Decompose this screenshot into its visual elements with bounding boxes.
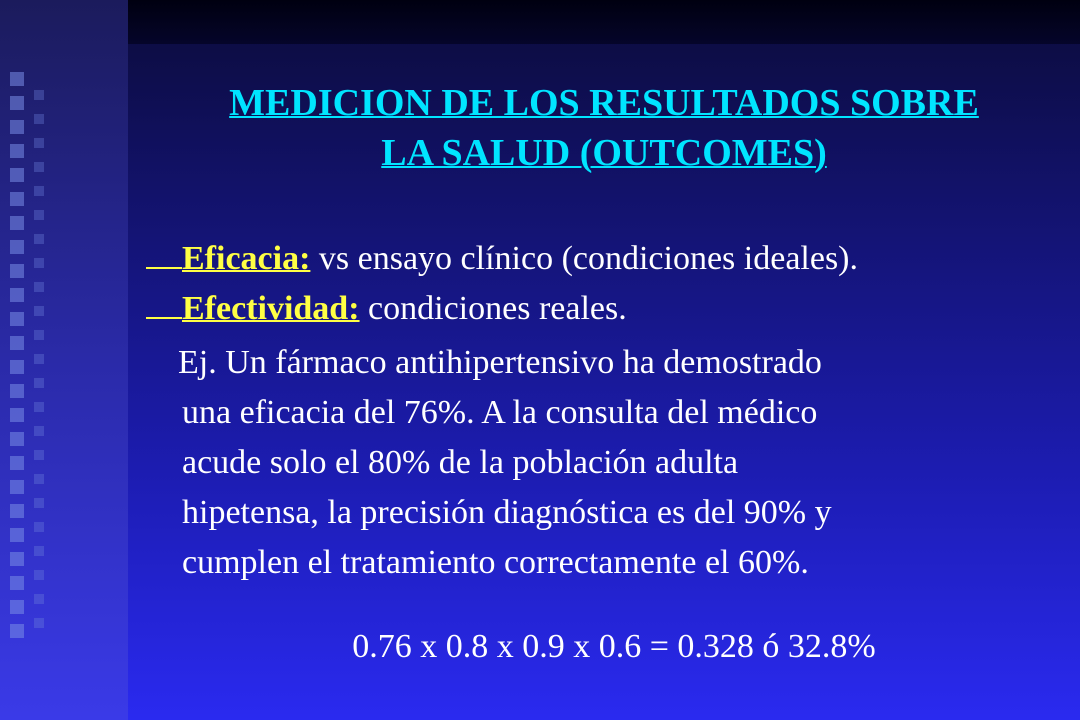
slide-title bbox=[128, 78, 1080, 178]
square-pattern-secondary bbox=[34, 90, 44, 642]
item-text: vs ensayo clínico (condiciones ideales). bbox=[310, 240, 859, 277]
top-band bbox=[128, 0, 1080, 44]
slide-body bbox=[146, 234, 1046, 588]
item-eficacia bbox=[146, 234, 1046, 284]
left-decorative-strip bbox=[0, 0, 128, 720]
square-pattern bbox=[10, 72, 24, 648]
example-line: hipetensa, la precisión diagnóstica es del 90% y bbox=[182, 494, 832, 531]
example-line: cumplen el tratamiento correctamente el 60%. bbox=[182, 544, 809, 581]
underline-spacer bbox=[146, 291, 182, 319]
example-line: Ej. Un fármaco antihipertensivo ha demostrado bbox=[178, 344, 822, 381]
example-line: una eficacia del 76%. A la consulta del médico bbox=[182, 394, 818, 431]
formula: 0.76 x 0.8 x 0.9 x 0.6 = 0.328 ó 32.8% bbox=[352, 628, 876, 665]
example-line: acude solo el 80% de la población adulta bbox=[182, 444, 739, 481]
title-line-1: MEDICION DE LOS RESULTADOS SOBRE bbox=[229, 82, 979, 124]
item-label: Eficacia: bbox=[182, 240, 311, 277]
item-text: condiciones reales. bbox=[359, 290, 627, 327]
underline-spacer bbox=[146, 241, 182, 269]
example-paragraph bbox=[146, 338, 1046, 588]
item-label: Efectividad: bbox=[182, 290, 360, 327]
title-line-2: LA SALUD (OUTCOMES) bbox=[381, 132, 827, 174]
item-efectividad bbox=[146, 284, 1046, 334]
